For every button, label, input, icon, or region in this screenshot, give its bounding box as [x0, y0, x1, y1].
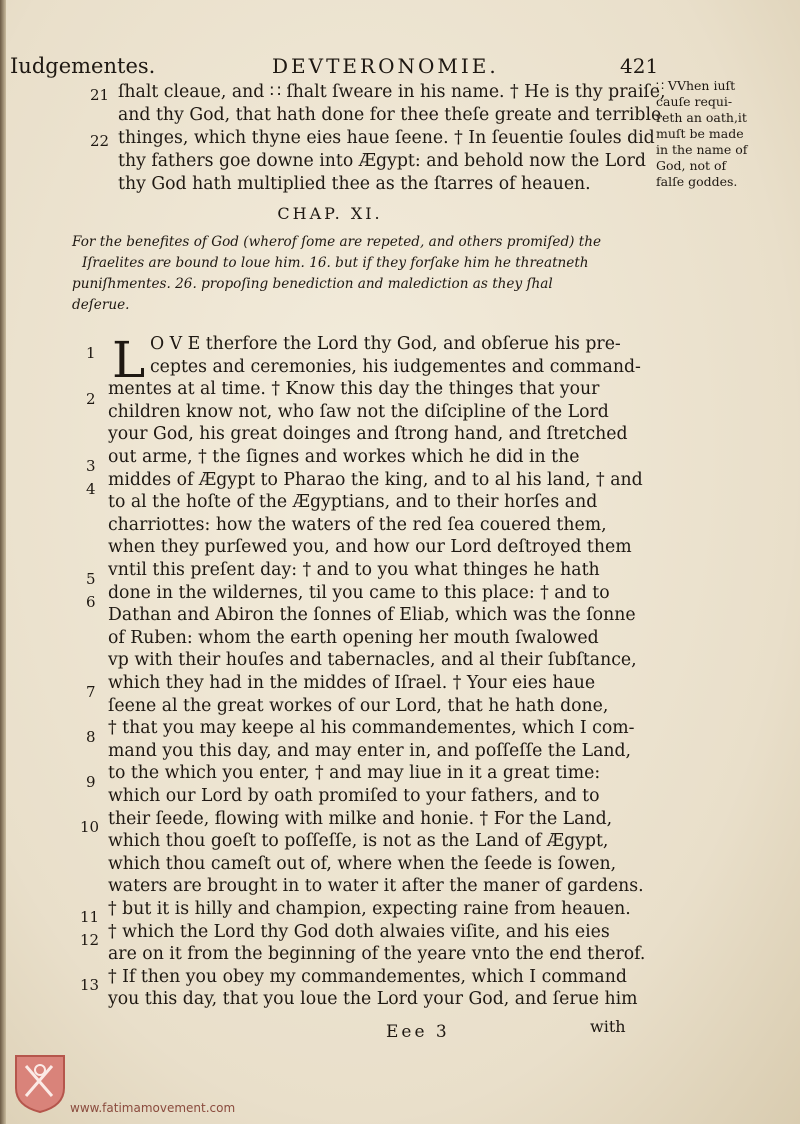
text-line: Dathan and Abiron the ſonnes of Eliab, which was the ſonne [108, 605, 636, 626]
verse-number: 9 [86, 773, 96, 791]
drop-cap: L [112, 331, 146, 389]
verse-number: 21 [90, 86, 110, 104]
margin-note-line: muſt be made [656, 126, 744, 141]
text-line: of Ruben: whom the earth opening her mouth ſwalowed [108, 627, 599, 648]
verse-number-column [0, 0, 110, 1124]
margin-note [656, 78, 794, 190]
website-watermark[interactable]: www.fatimamovement.com [70, 1101, 236, 1115]
margin-note-line: ∷ VVhen iuſt [656, 78, 736, 93]
text-line: waters are brought in to water it after the maner of gardens. [108, 876, 644, 897]
text-line: † which the Lord thy God doth alwaies viſite, and his eies [108, 921, 610, 942]
verse-number: 6 [86, 593, 96, 611]
text-line: ſeene al the great workes of our Lord, that he hath done, [108, 695, 609, 716]
text-line: O V E therfore the Lord thy God, and obſerue his pre- [150, 334, 621, 354]
text-line: † If then you obey my commandementes, which I command [108, 966, 627, 987]
text-line: to al the hoſte of the Ægyptians, and to their horſes and [108, 492, 598, 513]
text-line: your God, his great doinges and ſtrong hand, and ſtretched [108, 424, 628, 445]
text-line: ceptes and ceremonies, his iudgementes and command- [150, 356, 641, 377]
margin-note-line: God, not of [656, 158, 727, 173]
text-line: charriottes: how the waters of the red ſea couered them, [108, 514, 607, 535]
text-line: done in the wildernes, til you came to this place: † and to [108, 582, 610, 603]
catchword: with [590, 1017, 626, 1036]
verse-number: 2 [86, 390, 96, 408]
text-line: which thou goeſt to poſſeſſe, is not as the Land of Ægypt, [108, 831, 609, 852]
margin-note-line: falſe goddes. [656, 174, 738, 189]
summary-line: puniſhmentes. 26. propoſing benediction and malediction as they ſhal [72, 276, 553, 292]
text-line: † that you may keepe al his commandementes, which I com- [108, 718, 635, 739]
verse-number: 7 [86, 683, 96, 701]
verse-number: 8 [86, 728, 96, 746]
verse-number: 11 [80, 908, 100, 926]
margin-note-line: reth an oath,it [656, 110, 747, 125]
verse-number: 3 [86, 457, 96, 475]
verse-number: 1 [86, 344, 96, 362]
verse-number: 4 [86, 480, 96, 498]
text-line: you this day, that you loue the Lord your God, and ſerue him [108, 989, 638, 1010]
margin-note-line: in the name of [656, 142, 748, 157]
text-line: which they had in the middes of Iſrael. † Your eies haue [108, 673, 596, 693]
verse-number: 5 [86, 570, 96, 588]
text-line: middes of Ægypt to Pharao the king, and to al his land, † and [108, 469, 643, 490]
text-line: out arme, † the ſignes and workes which he did in the [108, 447, 580, 467]
text-line: children know not, who ſaw not the diſcipline of the Lord [108, 401, 609, 422]
text-line: which thou cameſt out of, where when the ſeede is ſowen, [108, 853, 617, 874]
verse-number: 12 [80, 931, 100, 949]
text-line: thinges, which thyne eies haue ſeene. † In ſeuentie ſoules did [118, 128, 655, 148]
keys-shield-icon [12, 1052, 68, 1114]
text-line: to the which you enter, † and may liue in it a great time: [108, 763, 601, 784]
verse-number: 10 [80, 818, 100, 836]
signature-mark: Eee 3 [386, 1022, 450, 1042]
text-line: their ſeede, flowing with milke and honie. † For the Land, [108, 808, 613, 829]
page-number: 421 [620, 54, 659, 78]
text-line: ſhalt cleaue, and ∷ ſhalt ſweare in his name. † He is thy praiſe, [118, 82, 666, 102]
verse-number: 13 [80, 976, 100, 994]
chapter-title: CHAP. XI. [277, 204, 383, 223]
summary-line: deſerue. [72, 297, 130, 313]
running-title-left: Iudgementes. [10, 54, 156, 78]
text-line: thy fathers goe downe into Ægypt: and behold now the Lord [118, 151, 646, 171]
text-line: and thy God, that hath done for thee theſe greate and terrible [118, 105, 662, 125]
text-line: when they purſewed you, and how our Lord deſtroyed them [108, 537, 632, 558]
text-line: thy God hath multiplied thee as the ſtarres of heauen. [118, 174, 591, 194]
summary-line: Iſraelites are bound to loue him. 16. but if they forſake him he threatneth [82, 255, 589, 271]
running-title-book: DEVTERONOMIE. [272, 54, 499, 78]
text-line: vntil this preſent day: † and to you what thinges he hath [108, 560, 600, 580]
margin-note-line: cauſe requi- [656, 94, 733, 109]
summary-line: For the benefites of God (wherof ſome are repeted, and others promiſed) the [72, 234, 602, 250]
text-line: † but it is hilly and champion, expecting raine from heauen. [108, 899, 631, 919]
text-line: which our Lord by oath promiſed to your fathers, and to [108, 786, 600, 806]
text-line: vp with their houſes and tabernacles, and al their ſubſtance, [108, 650, 637, 671]
verse-number: 22 [90, 132, 110, 150]
text-line: mentes at al time. † Know this day the thinges that your [108, 379, 600, 400]
text-line: are on it from the beginning of the yeare vnto the end therof. [108, 944, 646, 965]
text-line: mand you this day, and may enter in, and poſſeſſe the Land, [108, 740, 632, 761]
